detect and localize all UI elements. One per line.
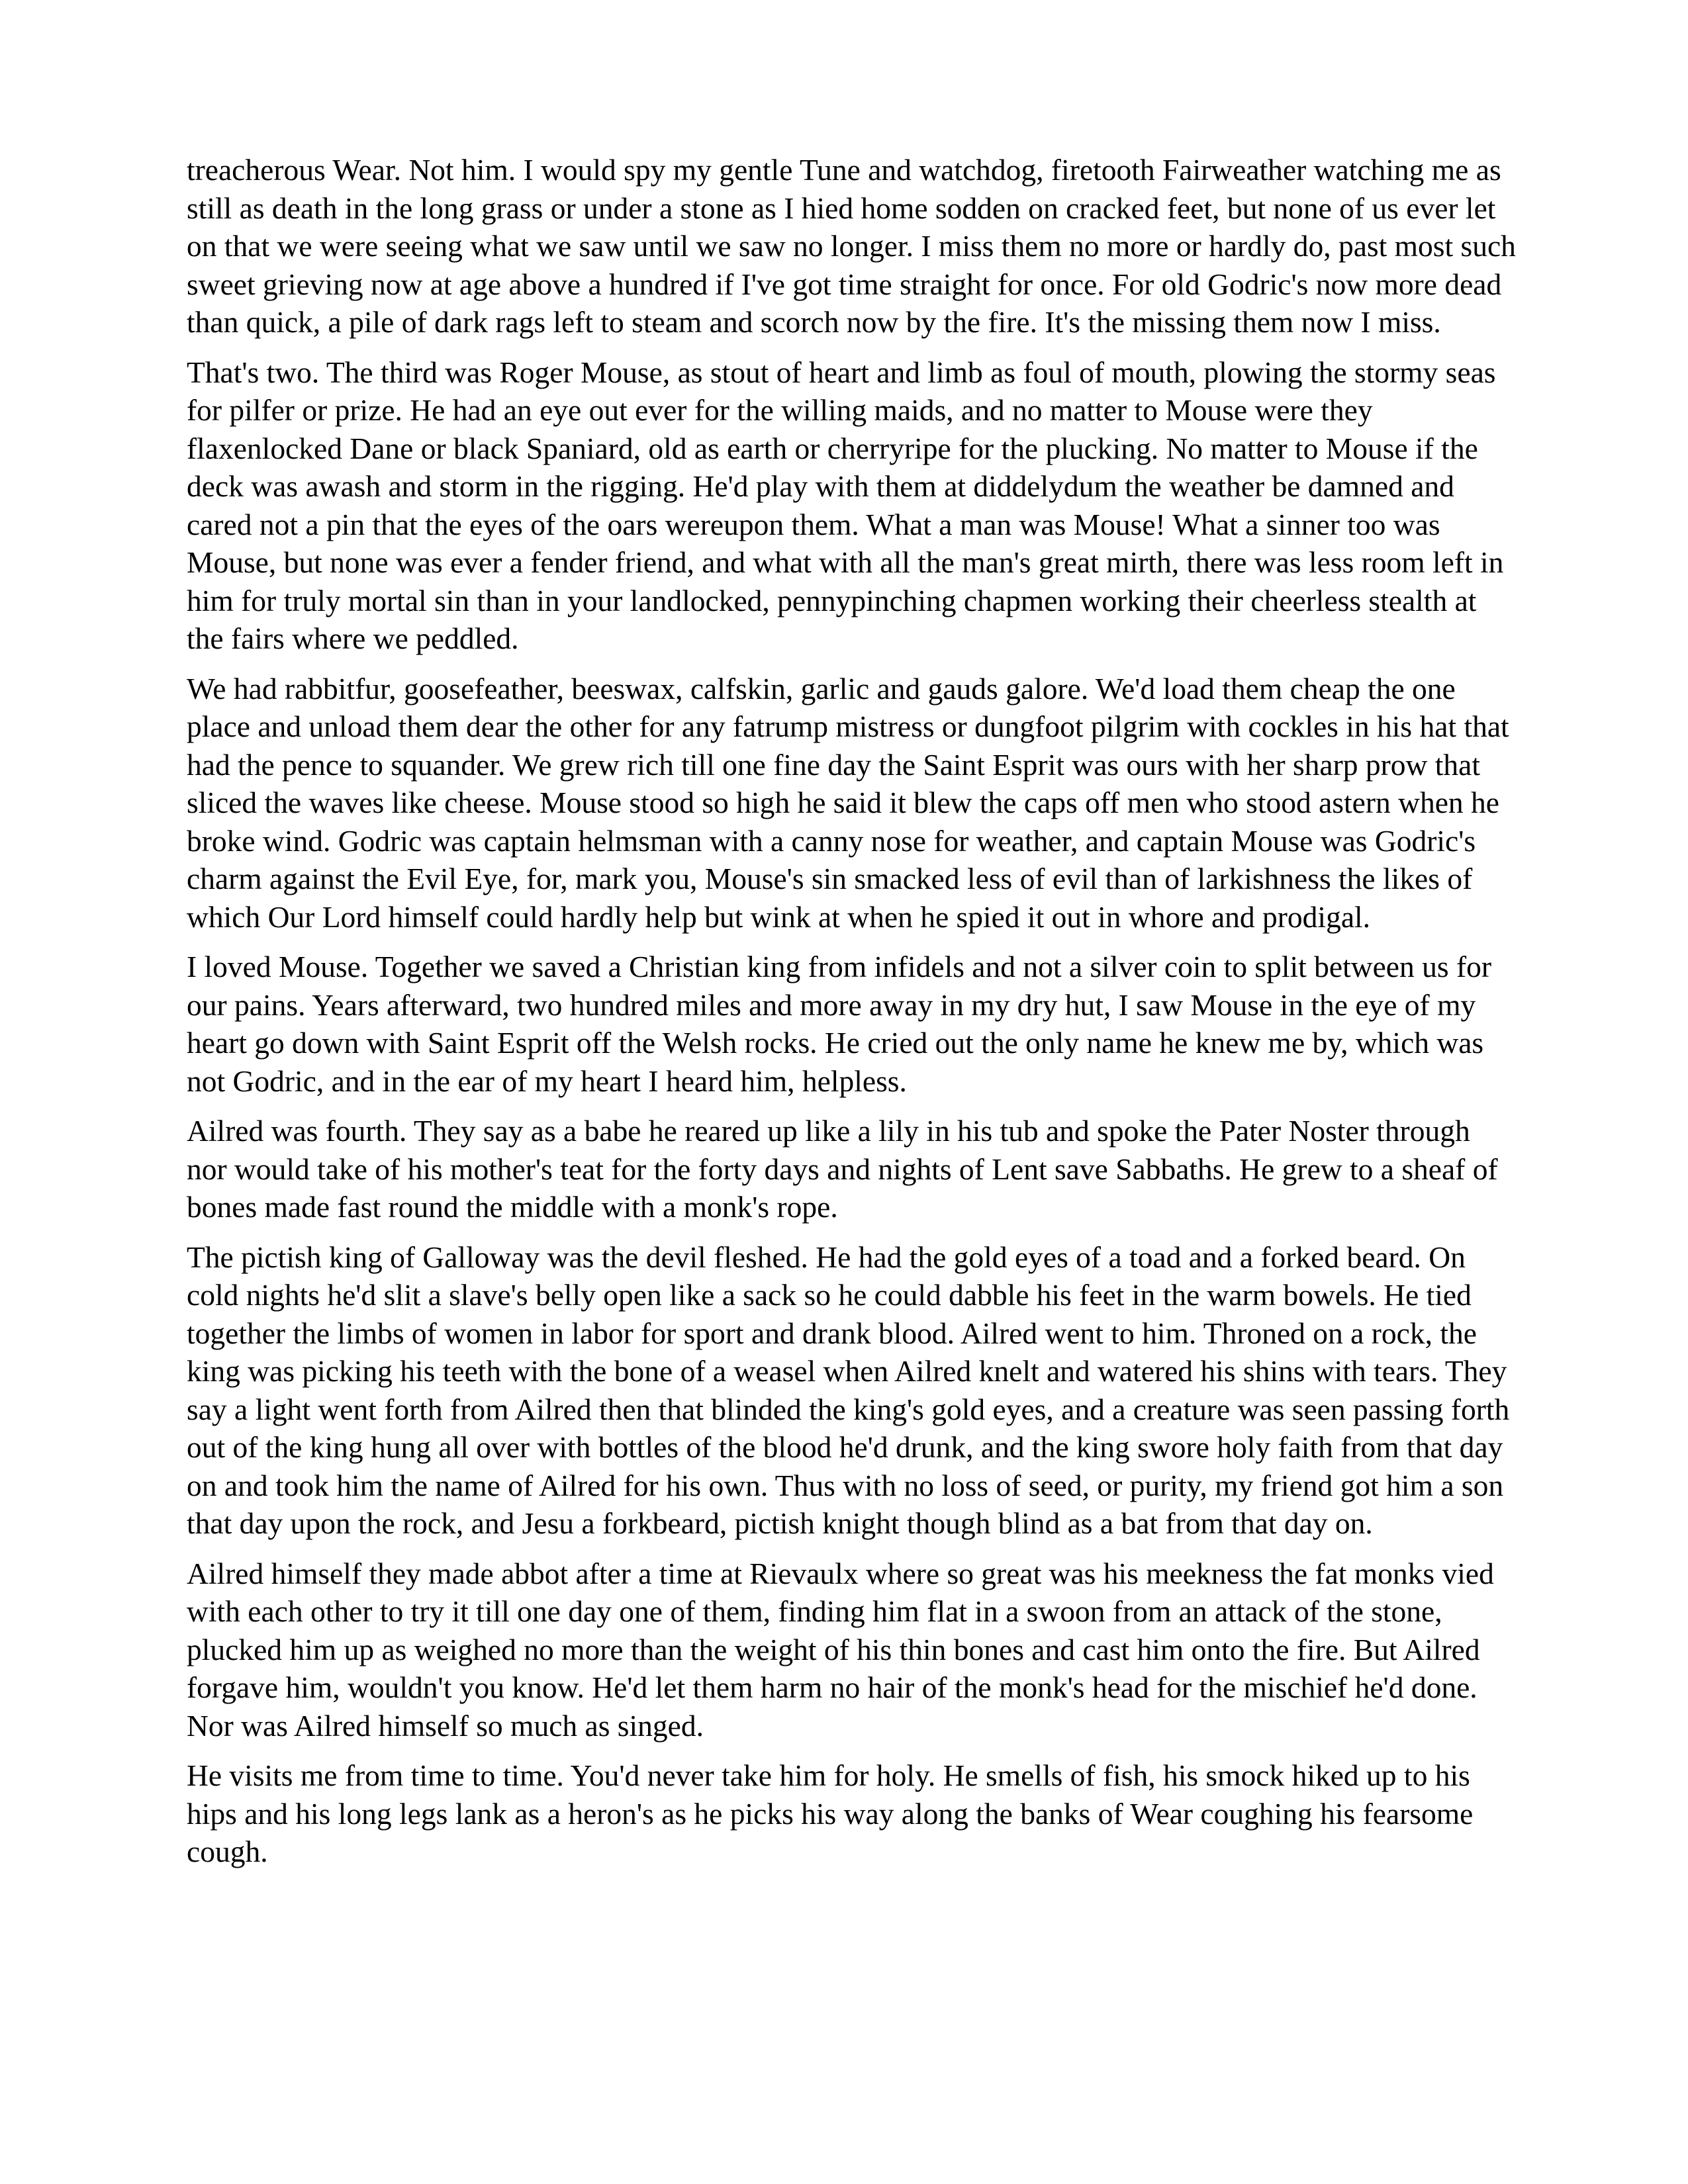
paragraph-3: We had rabbitfur, goosefeather, beeswax, calfskin, garlic and gauds galore. We'd load them cheap the one place and unload them dear the other for any fatrump mistress or dungfoot pilgrim with cockles in his hat that had the pence to squander. We grew rich till one fine day the Saint Esprit was ours with her sharp prow that sliced the waves like cheese. Mouse stood so high he said it blew the caps off men who stood astern when he broke wind. Godric was captain helmsman with a canny nose for weather, and captain Mouse was Godric's charm against the Evil Eye, for, mark you, Mouse's sin smacked less of evil than of larkishness the likes of which Our Lord himself could hardly help but wink at when he spied it out in whore and prodigal. (187, 671, 1509, 934)
paragraph-1: treacherous Wear. Not him. I would spy my gentle Tune and watchdog, firetooth Fairweather watching me as still as death in the long grass or under a stone as I hied home sodden on cracked feet, but none of us ever let on that we were seeing what we saw until we saw no longer. I miss them no more or hardly do, past most such sweet grieving now at age above a hundred if I've got time straight for once. For old Godric's now more dead than quick, a pile of dark rags left to steam and scorch now by the fire. It's the missing them now I miss. (187, 153, 1516, 339)
paragraph-8: He visits me from time to time. You'd never take him for holy. He smells of fish, his smock hiked up to his hips and his long legs lank as a heron's as he picks his way along the banks of Wear coughing his fearsome cough. (187, 1758, 1474, 1868)
paragraph-5: Ailred was fourth. They say as a babe he reared up like a lily in his tub and spoke the Pater Noster through nor would take of his mother's teat for the forty days and nights of Lent save Sabbaths. He grew to a sheaf of bones made fast round the middle with a monk's rope. (187, 1114, 1498, 1224)
paragraph-4: I loved Mouse. Together we saved a Christian king from infidels and not a silver coin to split between us for our pains. Years afterward, two hundred miles and more away in my dry hut, I saw Mouse in the eye of my heart go down with Saint Esprit off the Welsh rocks. He cried out the only name he knew me by, which was not Godric, and in the ear of my heart I heard him, helpless. (187, 950, 1492, 1098)
paragraph-7: Ailred himself they made abbot after a time at Rievaulx where so great was his meekness the fat monks vied with each other to try it till one day one of them, finding him flat in a swoon from an attack of the stone, plucked him up as weighed no more than the weight of his thin bones and cast him onto the fire. But Ailred forgave him, wouldn't you know. He'd let them harm no hair of the monk's head for the mischief he'd done. Nor was Ailred himself so much as singed. (187, 1556, 1494, 1743)
paragraph-2: That's two. The third was Roger Mouse, as stout of heart and limb as foul of mouth, plowing the stormy seas for pilfer or prize. He had an eye out ever for the willing maids, and no matter to Mouse were they flaxenlocked Dane or black Spaniard, old as earth or cherryripe for the plucking. No matter to Mouse if the deck was awash and storm in the rigging. He'd play with them at diddelydum the weather be damned and cared not a pin that the eyes of the oars wereupon them. What a man was Mouse! What a sinner too was Mouse, but none was ever a fender friend, and what with all the man's great mirth, there was less room left in him for truly mortal sin than in your landlocked, pennypinching chapmen working their cheerless stealth at the fairs where we peddled. (187, 355, 1504, 655)
paragraph-6: The pictish king of Galloway was the devil fleshed. He had the gold eyes of a toad and a forked beard. On cold nights he'd slit a slave's belly open like a sack so he could dabble his feet in the warm bowels. He tied together the limbs of women in labor for sport and drank blood. Ailred went to him. Throned on a rock, the king was picking his teeth with the bone of a weasel when Ailred knelt and watered his shins with tears. They say a light went forth from Ailred then that blinded the king's gold eyes, and a creature was seen passing forth out of the king hung all over with bottles of the blood he'd drunk, and the king swore holy faith from that day on and took him the name of Ailred for his own. Thus with no loss of seed, or purity, my friend got him a son that day upon the rock, and Jesu a forkbeard, pictish knight though blind as a bat from that day on. (187, 1240, 1510, 1540)
document-page (187, 151, 1517, 1883)
